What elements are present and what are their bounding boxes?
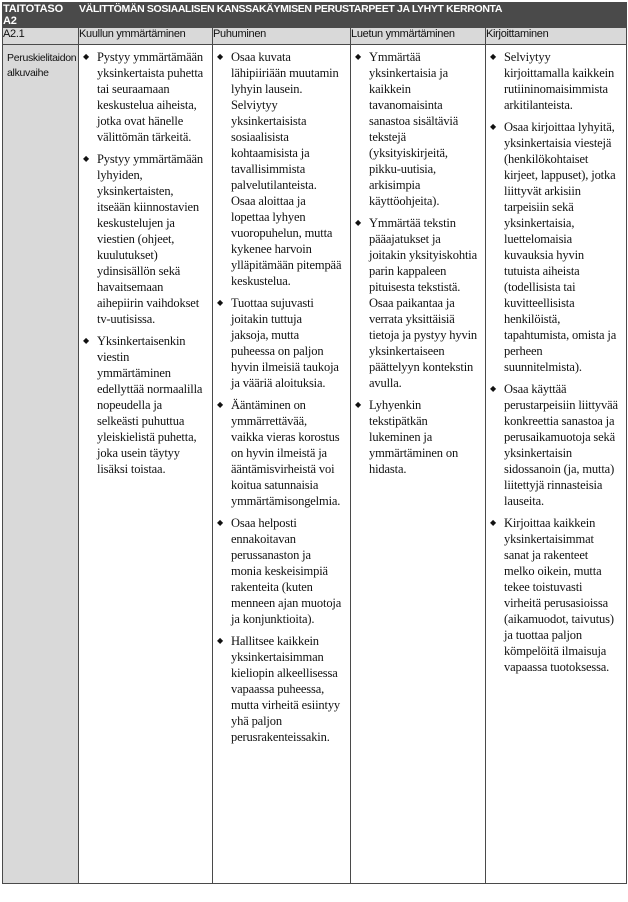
list-item: ◆ Lyhyenkin tekstipätkän lukeminen ja ymmärtäminen on hidasta. [355, 397, 477, 477]
speaking-list [213, 45, 350, 745]
list-item: ◆ Osaa kirjoittaa lyhyitä, yksinkertaisia viestejä (henkilökohtaiset kirjeet, lappuset), jotka liittyvät arkisiin tarpeisiin sekä yksinkertaisia, luettelomaisia kuvauksia hyvin tutuista aiheista (todellisista tai kuvitteellisista henkilöistä, tapahtumista, omista ja perheen suunnitelmista). [490, 119, 618, 375]
reading-list [351, 45, 485, 477]
list-item: ◆ Tuottaa sujuvasti joitakin tuttuja jaksoja, mutta puheessa on paljon hyvin ilmeisiä taukoja ja vääriä aloituksia. [217, 295, 342, 391]
list-item: ◆ Osaa helposti ennakoitavan perussanaston ja monia keskeisimpiä rakenteita (kuten menneen ajan muotoja ja konjunktioita). [217, 515, 342, 627]
level-label-header: TAITOTASO A2 [3, 3, 79, 28]
proficiency-table-page [2, 2, 626, 884]
cell-listening [79, 45, 213, 884]
list-item: ◆ Yksinkertaisenkin viestin ymmärtäminen edellyttää normaalilla nopeudella ja selkeästi puhuttua yleiskielistä puhetta, joka usein täytyy lisäksi toistaa. [83, 333, 204, 477]
list-item: ◆ Selviytyy kirjoittamalla kaikkein rutiininomaisimmista arkitilanteista. [490, 49, 618, 113]
column-header-writing: Kirjoittaminen [486, 28, 627, 45]
list-item: ◆ Osaa käyttää perustarpeisiin liittyvää konkreettia sanastoa ja perusaikamuotoja sekä yksinkertaisin sidossanoin (ja, mutta) liitettyjä rinnasteisia lauseita. [490, 381, 618, 509]
list-item: ◆ Pystyy ymmärtämään lyhyiden, yksinkertaisten, itseään kiinnostavien keskustelujen ja viestien (ohjeet, kuulutukset) ydinsisällön sekä havaitsemaan aihepiirin vaihdokset tv-uutisissa. [83, 151, 204, 327]
table-title: VÄLITTÖMÄN SOSIAALISEN KANSSAKÄYMISEN PERUSTARPEET JA LYHYT KERRONTA [79, 3, 627, 28]
level-code: A2.1 [3, 28, 79, 45]
column-header-row [3, 28, 627, 45]
row-label: Peruskielitaidon alkuvaihe [3, 45, 79, 884]
writing-list [486, 45, 626, 675]
table-header-row [3, 3, 627, 28]
proficiency-table [2, 2, 627, 884]
list-item: ◆ Ääntäminen on ymmärrettävää, vaikka vieras korostus on hyvin ilmeistä ja ääntämisvirheistä voi koitua satunnaisia ymmärtämisongelmia. [217, 397, 342, 509]
column-header-reading: Luetun ymmärtäminen [351, 28, 486, 45]
column-header-speaking: Puhuminen [213, 28, 351, 45]
list-item: ◆ Ymmärtää tekstin pääajatukset ja joitakin yksityiskohtia parin kappaleen pituisesta tekstistä. Osaa paikantaa ja verrata yksittäisiä tietoja ja pystyy hyvin yksinkertaiseen päättelyyn kontekstin avulla. [355, 215, 477, 391]
level-row [3, 45, 627, 884]
cell-writing [486, 45, 627, 884]
list-item: ◆ Kirjoittaa kaikkein yksinkertaisimmat sanat ja rakenteet melko oikein, mutta tekee toistuvasti virheitä perusasioissa (aikamuodot, taivutus) ja tuottaa paljon kömpelöitä ilmaisuja vapaassa tuotoksessa. [490, 515, 618, 675]
list-item: ◆ Hallitsee kaikkein yksinkertaisimman kieliopin alkeellisessa vapaassa puheessa, mutta virheitä esiintyy yhä paljon perusrakenteissakin. [217, 633, 342, 745]
column-header-listening: Kuullun ymmärtäminen [79, 28, 213, 45]
cell-speaking [213, 45, 351, 884]
list-item: ◆ Osaa kuvata lähipiiriään muutamin lyhyin lausein. Selviytyy yksinkertaisista sosiaalisista kohtaamisista ja tavallisimmista palvelutilanteista. Osaa aloittaa ja lopettaa lyhyen vuoropuhelun, mutta kykenee harvoin ylläpitämään pitempää keskustelua. [217, 49, 342, 289]
list-item: ◆ Ymmärtää yksinkertaisia ja kaikkein tavanomaisinta sanastoa sisältäviä tekstejä (yksityiskirjeitä, pikku-uutisia, arkisimpia käyttöohjeita). [355, 49, 477, 209]
listening-list [79, 45, 212, 477]
list-item: ◆ Pystyy ymmärtämään yksinkertaista puhetta tai seuraamaan keskustelua aiheista, jotka ovat hänelle välittömän tärkeitä. [83, 49, 204, 145]
cell-reading [351, 45, 486, 884]
